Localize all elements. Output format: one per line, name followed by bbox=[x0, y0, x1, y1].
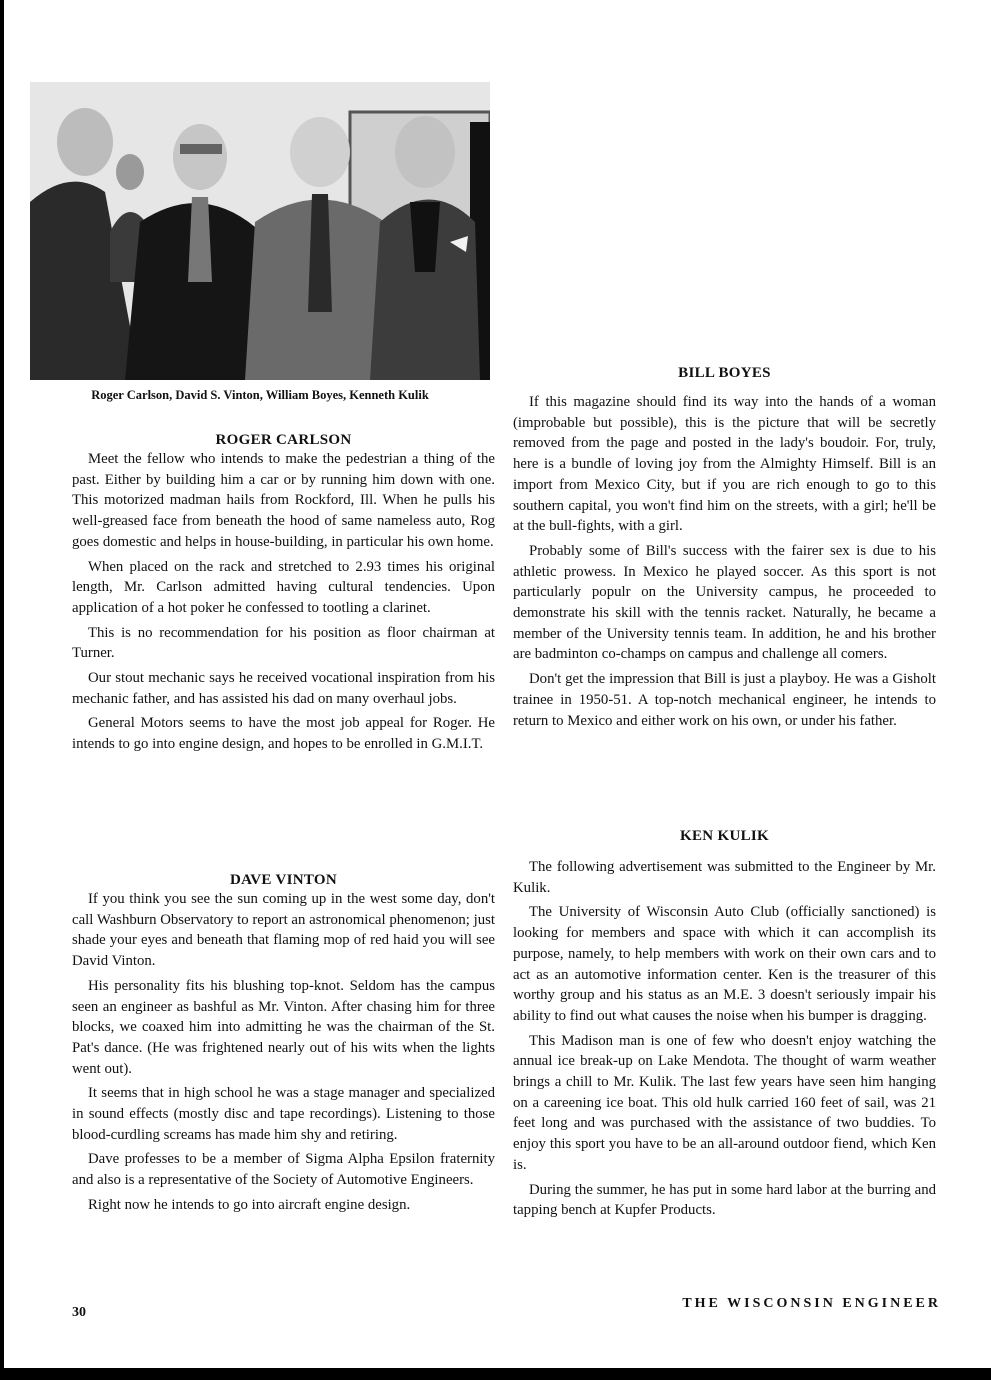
scan-edge-left bbox=[0, 0, 4, 1380]
paragraph: Right now he intends to go into aircraft engine design. bbox=[88, 1196, 411, 1213]
paragraph: Dave professes to be a member of Sigma Alpha Epsilon fraternity and also is a representative of the Society of Automotive Engineers. bbox=[72, 1151, 495, 1189]
paragraph: Our stout mechanic says he received vocational inspiration from his mechanic father, and has assisted his dad on many overhaul jobs. bbox=[72, 670, 495, 707]
paragraph: Meet the fellow who intends to make the pedestrian a thing of the past. Either by building him a car or by running him down with one. This motorized madman hails from Rockford, Ill. When he pulls his well-greased face from beneath the hood of same nameless auto, Rog goes domestic and helps in house-building, in particular his own home. bbox=[72, 451, 495, 550]
heading-dave-vinton: DAVE VINTON bbox=[229, 872, 338, 888]
publication-title: THE WISCONSIN ENGINEER bbox=[682, 1296, 941, 1311]
photo-caption: Roger Carlson, David S. Vinton, William Boyes, Kenneth Kulik bbox=[91, 388, 429, 402]
paragraph: If this magazine should find its way into the hands of a woman (improbable but possible), this is the picture that will be secretly removed from the page and posted in the lady's boudoir. For, truly, here is a bundle of loving joy from the Almighty Himself. Bill is an import from Mexico City, but if you are rich enough to go to this southern capital, you won't find him on the streets, with a girl; he'll be at the bull-fights, with a girl. bbox=[513, 394, 936, 535]
section-bill-boyes bbox=[513, 365, 936, 735]
group-photo-icon bbox=[30, 82, 490, 380]
paragraph: It seems that in high school he was a stage manager and specialized in sound effects (mostly disc and tape recordings). Listening to those blood-curdling screams has made him shy and retiring. bbox=[72, 1085, 495, 1143]
paragraph: Don't get the impression that Bill is just a playboy. He was a Gisholt trainee in 1950-51. A top-notch mechanical engineer, he intends to return to Mexico and either work on his own, or under his father. bbox=[513, 671, 936, 729]
paragraph: When placed on the rack and stretched to 2.93 times his original length, Mr. Carlson admitted having cultural tendencies. Upon application of a hot poker he confessed to tootling a clarinet. bbox=[72, 558, 495, 616]
heading-roger-carlson: ROGER CARLSON bbox=[215, 432, 352, 448]
page-number: 30 bbox=[72, 1305, 86, 1320]
scan-edge-bottom bbox=[0, 1368, 991, 1380]
section-ken-kulik bbox=[513, 828, 936, 1225]
section-roger-carlson bbox=[72, 432, 495, 759]
paragraph: This Madison man is one of few who doesn't enjoy watching the annual ice break-up on Lake Mendota. The thought of warm weather brings a chill to Mr. Kulik. The last few years have seen him hanging on a careening ice boat. This old hulk carried 160 feet of sail, was 21 feet long and was purchased with the assistance of two buddies. To enjoy this sport you have to be an all-around outdoor fiend, which Ken is. bbox=[513, 1032, 936, 1173]
paragraph: During the summer, he has put in some hard labor at the burring and tapping bench at Kupfer Products. bbox=[513, 1181, 936, 1219]
paragraph: The following advertisement was submitted to the Engineer by Mr. Kulik. bbox=[513, 859, 936, 896]
paragraph: The University of Wisconsin Auto Club (officially sanctioned) is looking for members and space with which it can accomplish its purpose, namely, to help members with work on their own cars and to act as an automotive information center. Ken is the treasurer of this worthy group and his status as an M.E. 3 doesn't seriously impair his ability to find out what causes the noise when his bumper is dragging. bbox=[513, 904, 936, 1024]
paragraph: This is no recommendation for his position as floor chairman at Turner. bbox=[72, 624, 495, 662]
paragraph: If you think you see the sun coming up in the west some day, don't call Washburn Observatory to report an astronomical phenomenon; just shade your eyes and beneath that flaming mop of red haid you will see David Vinton. bbox=[72, 891, 495, 970]
heading-bill-boyes: BILL BOYES bbox=[678, 365, 771, 381]
paragraph: General Motors seems to have the most job appeal for Roger. He intends to go into engine design, and hopes to be enrolled in G.M.I.T. bbox=[72, 715, 495, 753]
heading-ken-kulik: KEN KULIK bbox=[680, 828, 769, 844]
paragraph: His personality fits his blushing top-knot. Seldom has the campus seen an engineer as bashful as Mr. Vinton. After chasing him for three blocks, we coaxed him into admitting he was the chairman of the St. Pat's dance. (He was frightened nearly out of his wits when the lights went out). bbox=[72, 977, 495, 1077]
group-photo bbox=[30, 82, 490, 380]
paragraph: Probably some of Bill's success with the fairer sex is due to his athletic prowess. In Mexico he played soccer. As this sport is not particularly populr on the University campus, he proceeded to demonstrate his skill with the tennis racket. Naturally, he became a member of the University tennis team. In addition, he and his brother are badminton co-champs on campus and challenge all comers. bbox=[513, 542, 936, 663]
section-dave-vinton bbox=[72, 872, 495, 1220]
